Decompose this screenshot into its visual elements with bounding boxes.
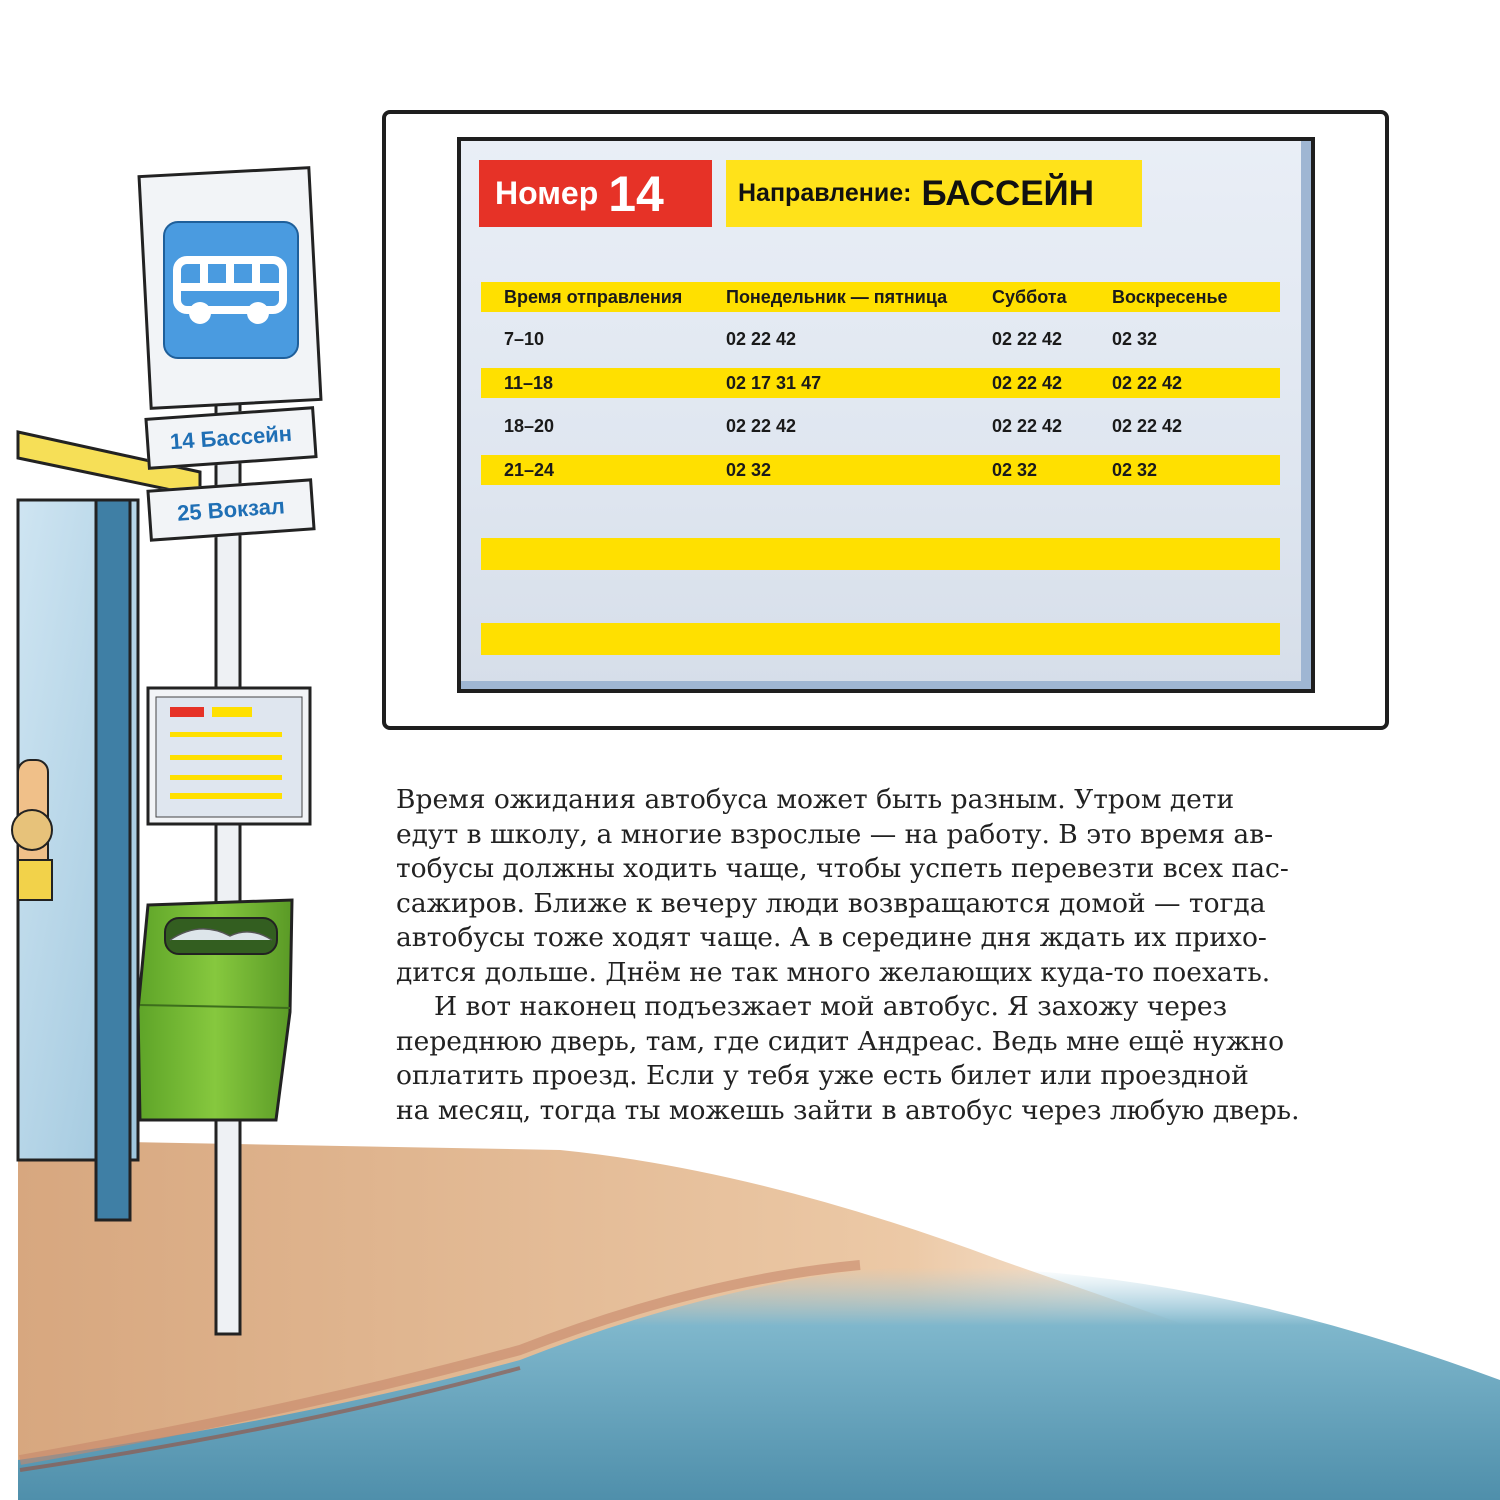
table-row	[481, 411, 1280, 441]
row-saturday: 02 32	[992, 460, 1038, 480]
direction-banner	[726, 160, 1142, 227]
paragraph-2-line: И вот наконец подъезжает мой автобус. Я захожу через	[434, 991, 1228, 1022]
row-sunday: 02 22 42	[1112, 373, 1183, 393]
row-saturday: 02 22 42	[992, 329, 1063, 349]
header-weekdays: Понедельник — пятница	[726, 287, 948, 307]
paragraph-1-line: дится дольше. Днём не так много желающих куда-то поехать.	[396, 956, 1271, 988]
table-row	[481, 324, 1280, 354]
row-time: 7–10	[504, 329, 545, 349]
empty-row	[481, 623, 1280, 655]
empty-row	[481, 538, 1280, 570]
paragraph-2-line: на месяц, тогда ты можешь зайти в автобус через любую дверь.	[396, 1094, 1300, 1126]
direction-label: Направление:	[738, 179, 912, 207]
direction-value: БАССЕЙН	[921, 173, 1094, 213]
paragraph-2-line: переднюю дверь, там, где сидит Андреас. Ведь мне ещё нужно	[396, 1025, 1285, 1057]
row-weekdays: 02 32	[726, 460, 772, 480]
paragraph-1-line: автобусы тоже ходят чаще. А в середине дня ждать их прихо-	[396, 922, 1267, 953]
row-saturday: 02 22 42	[992, 416, 1063, 436]
row-weekdays: 02 22 42	[726, 329, 797, 349]
table-row	[481, 455, 1280, 485]
row-sunday: 02 22 42	[1112, 416, 1183, 436]
paragraph-1-line: Время ожидания автобуса может быть разным. Утром дети	[396, 784, 1235, 815]
timetable-header-row	[481, 282, 1280, 312]
sign-pole	[216, 398, 240, 1334]
row-sunday: 02 32	[1112, 329, 1158, 349]
row-time: 21–24	[504, 460, 555, 480]
paragraph-1-line: сажиров. Ближе к вечеру люди возвращаются домой — тогда	[396, 887, 1266, 919]
route-sign-25-label: 25 Вокзал	[176, 493, 286, 526]
trash-bin	[138, 900, 292, 1120]
route-sign-14-label: 14 Бассейн	[169, 420, 293, 455]
paragraph-1-line: тобусы должны ходить чаще, чтобы успеть перевезти всех пас-	[396, 853, 1289, 884]
paragraph-2-line: оплатить проезд. Если у тебя уже есть билет или проездной	[396, 1060, 1249, 1091]
route-number-badge	[479, 160, 712, 227]
row-time: 18–20	[504, 416, 555, 436]
body-text	[396, 783, 1336, 1128]
route-number-label: Номер	[495, 175, 599, 211]
table-row	[481, 368, 1280, 398]
header-departure-time: Время отправления	[504, 287, 683, 307]
route-number: 14	[608, 165, 664, 222]
row-weekdays: 02 17 31 47	[726, 373, 822, 393]
paragraph-1-line: едут в школу, а многие взрослые — на работу. В это время ав-	[396, 818, 1274, 850]
row-saturday: 02 22 42	[992, 373, 1063, 393]
row-sunday: 02 32	[1112, 460, 1158, 480]
row-time: 11–18	[504, 373, 554, 393]
row-weekdays: 02 22 42	[726, 416, 797, 436]
header-saturday: Суббота	[992, 287, 1067, 307]
header-sunday: Воскресенье	[1112, 287, 1228, 307]
